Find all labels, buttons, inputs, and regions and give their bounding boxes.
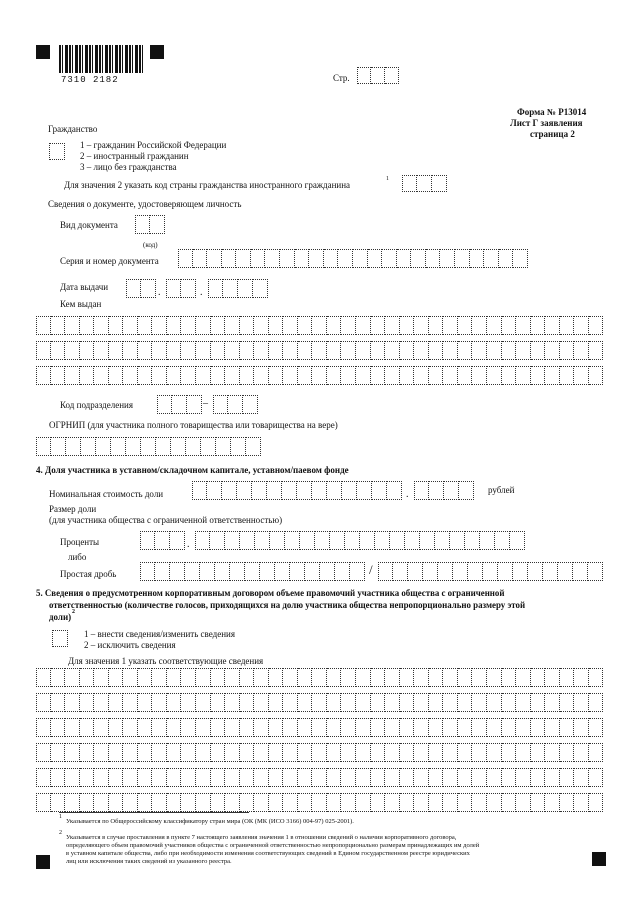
section-5-info-row-5[interactable]	[36, 768, 604, 787]
corner-marker-bottom-right	[592, 852, 606, 866]
fraction-denominator-cells[interactable]	[378, 562, 603, 581]
barcode	[59, 45, 143, 73]
citizenship-cell[interactable]	[49, 143, 65, 160]
issue-day-cells[interactable]	[126, 279, 156, 298]
footnote-2-line-4: лиц или исключения таких сведений из указанного реестра.	[66, 858, 232, 865]
footnote-2-line-3: в уставном капитале общества, либо при необходимости изменения соответствующих сведений в Едином государственном реестре юридических	[66, 850, 470, 857]
issue-month-cells[interactable]	[166, 279, 196, 298]
country-code-label: Для значения 2 указать код страны гражданства иностранного гражданина	[64, 180, 351, 190]
nominal-decimal-dot: .	[406, 489, 409, 500]
footnote-1: Указывается по Общероссийскому классификатору стран мира (ОК (МК (ИСО 3166) 004-97) 025-2001).	[66, 818, 354, 825]
or-label: либо	[68, 552, 87, 562]
section-5-specify-label: Для значения 1 указать соответствующие сведения	[68, 656, 264, 666]
footnote-ref-2: 2	[72, 609, 75, 615]
country-code-cells[interactable]	[402, 175, 447, 192]
issue-year-cells[interactable]	[208, 279, 268, 298]
percent-label: Проценты	[60, 537, 100, 547]
issued-by-label: Кем выдан	[60, 299, 102, 309]
corner-marker-bottom-left	[36, 855, 50, 869]
section-5-info-row-4[interactable]	[36, 743, 604, 762]
ogrnip-label: ОГРНИП (для участника полного товарищества или товарищества на вере)	[49, 420, 338, 430]
percent-cells-1[interactable]	[140, 531, 185, 550]
footnote-2-line-2: определяющего объем правомочий участников общества с ограниченной ответственностью непропорционально размерам принадлежащих им долей	[66, 842, 480, 849]
section-5-title-line-1: 5. Сведения о предусмотренном корпоративным договором объеме правомочий участника общества с ограниченной	[36, 588, 505, 598]
section-5-title-line-3: доли)	[49, 612, 72, 622]
citizenship-option-1: 1 – гражданин Российской Федерации	[80, 140, 227, 150]
sheet-label: Лист Г заявления	[510, 118, 583, 128]
section-5-info-row-6[interactable]	[36, 793, 604, 812]
nominal-value-label: Номинальная стоимость доли	[49, 489, 164, 499]
nominal-value-cells[interactable]	[192, 481, 402, 500]
issued-by-row-3[interactable]	[36, 366, 604, 385]
page-label: Стр.	[333, 73, 350, 83]
footnote-ref-1: 1	[386, 176, 389, 182]
percent-cells-2[interactable]	[195, 531, 525, 550]
citizenship-option-3: 3 – лицо без гражданства	[80, 162, 177, 172]
section-5-info-row-3[interactable]	[36, 718, 604, 737]
doc-type-label: Вид документа	[60, 220, 118, 230]
section-5-title-line-2: ответственностью (количестве голосов, приходящихся на долю участника общества непропорционально размеру этой	[49, 600, 526, 610]
citizenship-option-2: 2 – иностранный гражданин	[80, 151, 189, 161]
share-size-note: (для участника общества с ограниченной ответственностью)	[49, 515, 283, 525]
form-number: Форма № Р13014	[517, 107, 587, 117]
section-5-option-cell[interactable]	[52, 630, 68, 647]
series-number-label: Серия и номер документа	[60, 256, 159, 266]
nominal-kopeks-cells[interactable]	[414, 481, 474, 500]
section-5-option-2: 2 – исключить сведения	[84, 640, 176, 650]
identity-doc-title: Сведения о документе, удостоверяющем личность	[48, 199, 242, 209]
footnote-divider	[59, 812, 249, 813]
issued-by-row-2[interactable]	[36, 341, 604, 360]
fraction-numerator-cells[interactable]	[140, 562, 365, 581]
section-5-info-row-2[interactable]	[36, 693, 604, 712]
code-label: (код)	[143, 241, 158, 249]
corner-marker-top-right	[150, 45, 164, 59]
footnote-2-line-1: Указывается в случае проставления в пункте 7 настоящего заявления значения 1 в отношении сведений о наличии корпоративного договора,	[66, 834, 457, 841]
section-5-info-row-1[interactable]	[36, 668, 604, 687]
page-subtitle: страница 2	[530, 129, 575, 139]
section-4-title: 4. Доля участника в уставном/складочном капитале, уставном/паевом фонде	[36, 465, 349, 475]
doc-type-cells[interactable]	[135, 215, 165, 234]
rub-label: рублей	[488, 485, 515, 495]
division-code-dash: –	[203, 398, 208, 409]
footnote-2-mark: 2	[59, 830, 62, 836]
footnote-1-mark: 1	[59, 814, 62, 820]
share-size-label: Размер доли	[49, 504, 97, 514]
division-code-cells-1[interactable]	[157, 395, 202, 414]
division-code-cells-2[interactable]	[213, 395, 258, 414]
issued-by-row-1[interactable]	[36, 316, 604, 335]
page-number-cells[interactable]	[357, 67, 399, 84]
date-dot-1: .	[158, 287, 161, 298]
corner-marker-top-left	[36, 45, 50, 59]
fraction-slash: /	[369, 562, 373, 577]
division-code-label: Код подразделения	[60, 400, 133, 410]
citizenship-title: Гражданство	[48, 124, 98, 134]
date-dot-2: .	[200, 287, 203, 298]
section-5-option-1: 1 – внести сведения/изменить сведения	[84, 629, 235, 639]
ogrnip-cells[interactable]	[36, 437, 261, 456]
barcode-number: 7310 2182	[61, 75, 119, 85]
percent-decimal-dot: .	[187, 539, 190, 550]
series-number-cells[interactable]	[178, 249, 528, 268]
fraction-label: Простая дробь	[60, 569, 117, 579]
issue-date-label: Дата выдачи	[60, 282, 109, 292]
